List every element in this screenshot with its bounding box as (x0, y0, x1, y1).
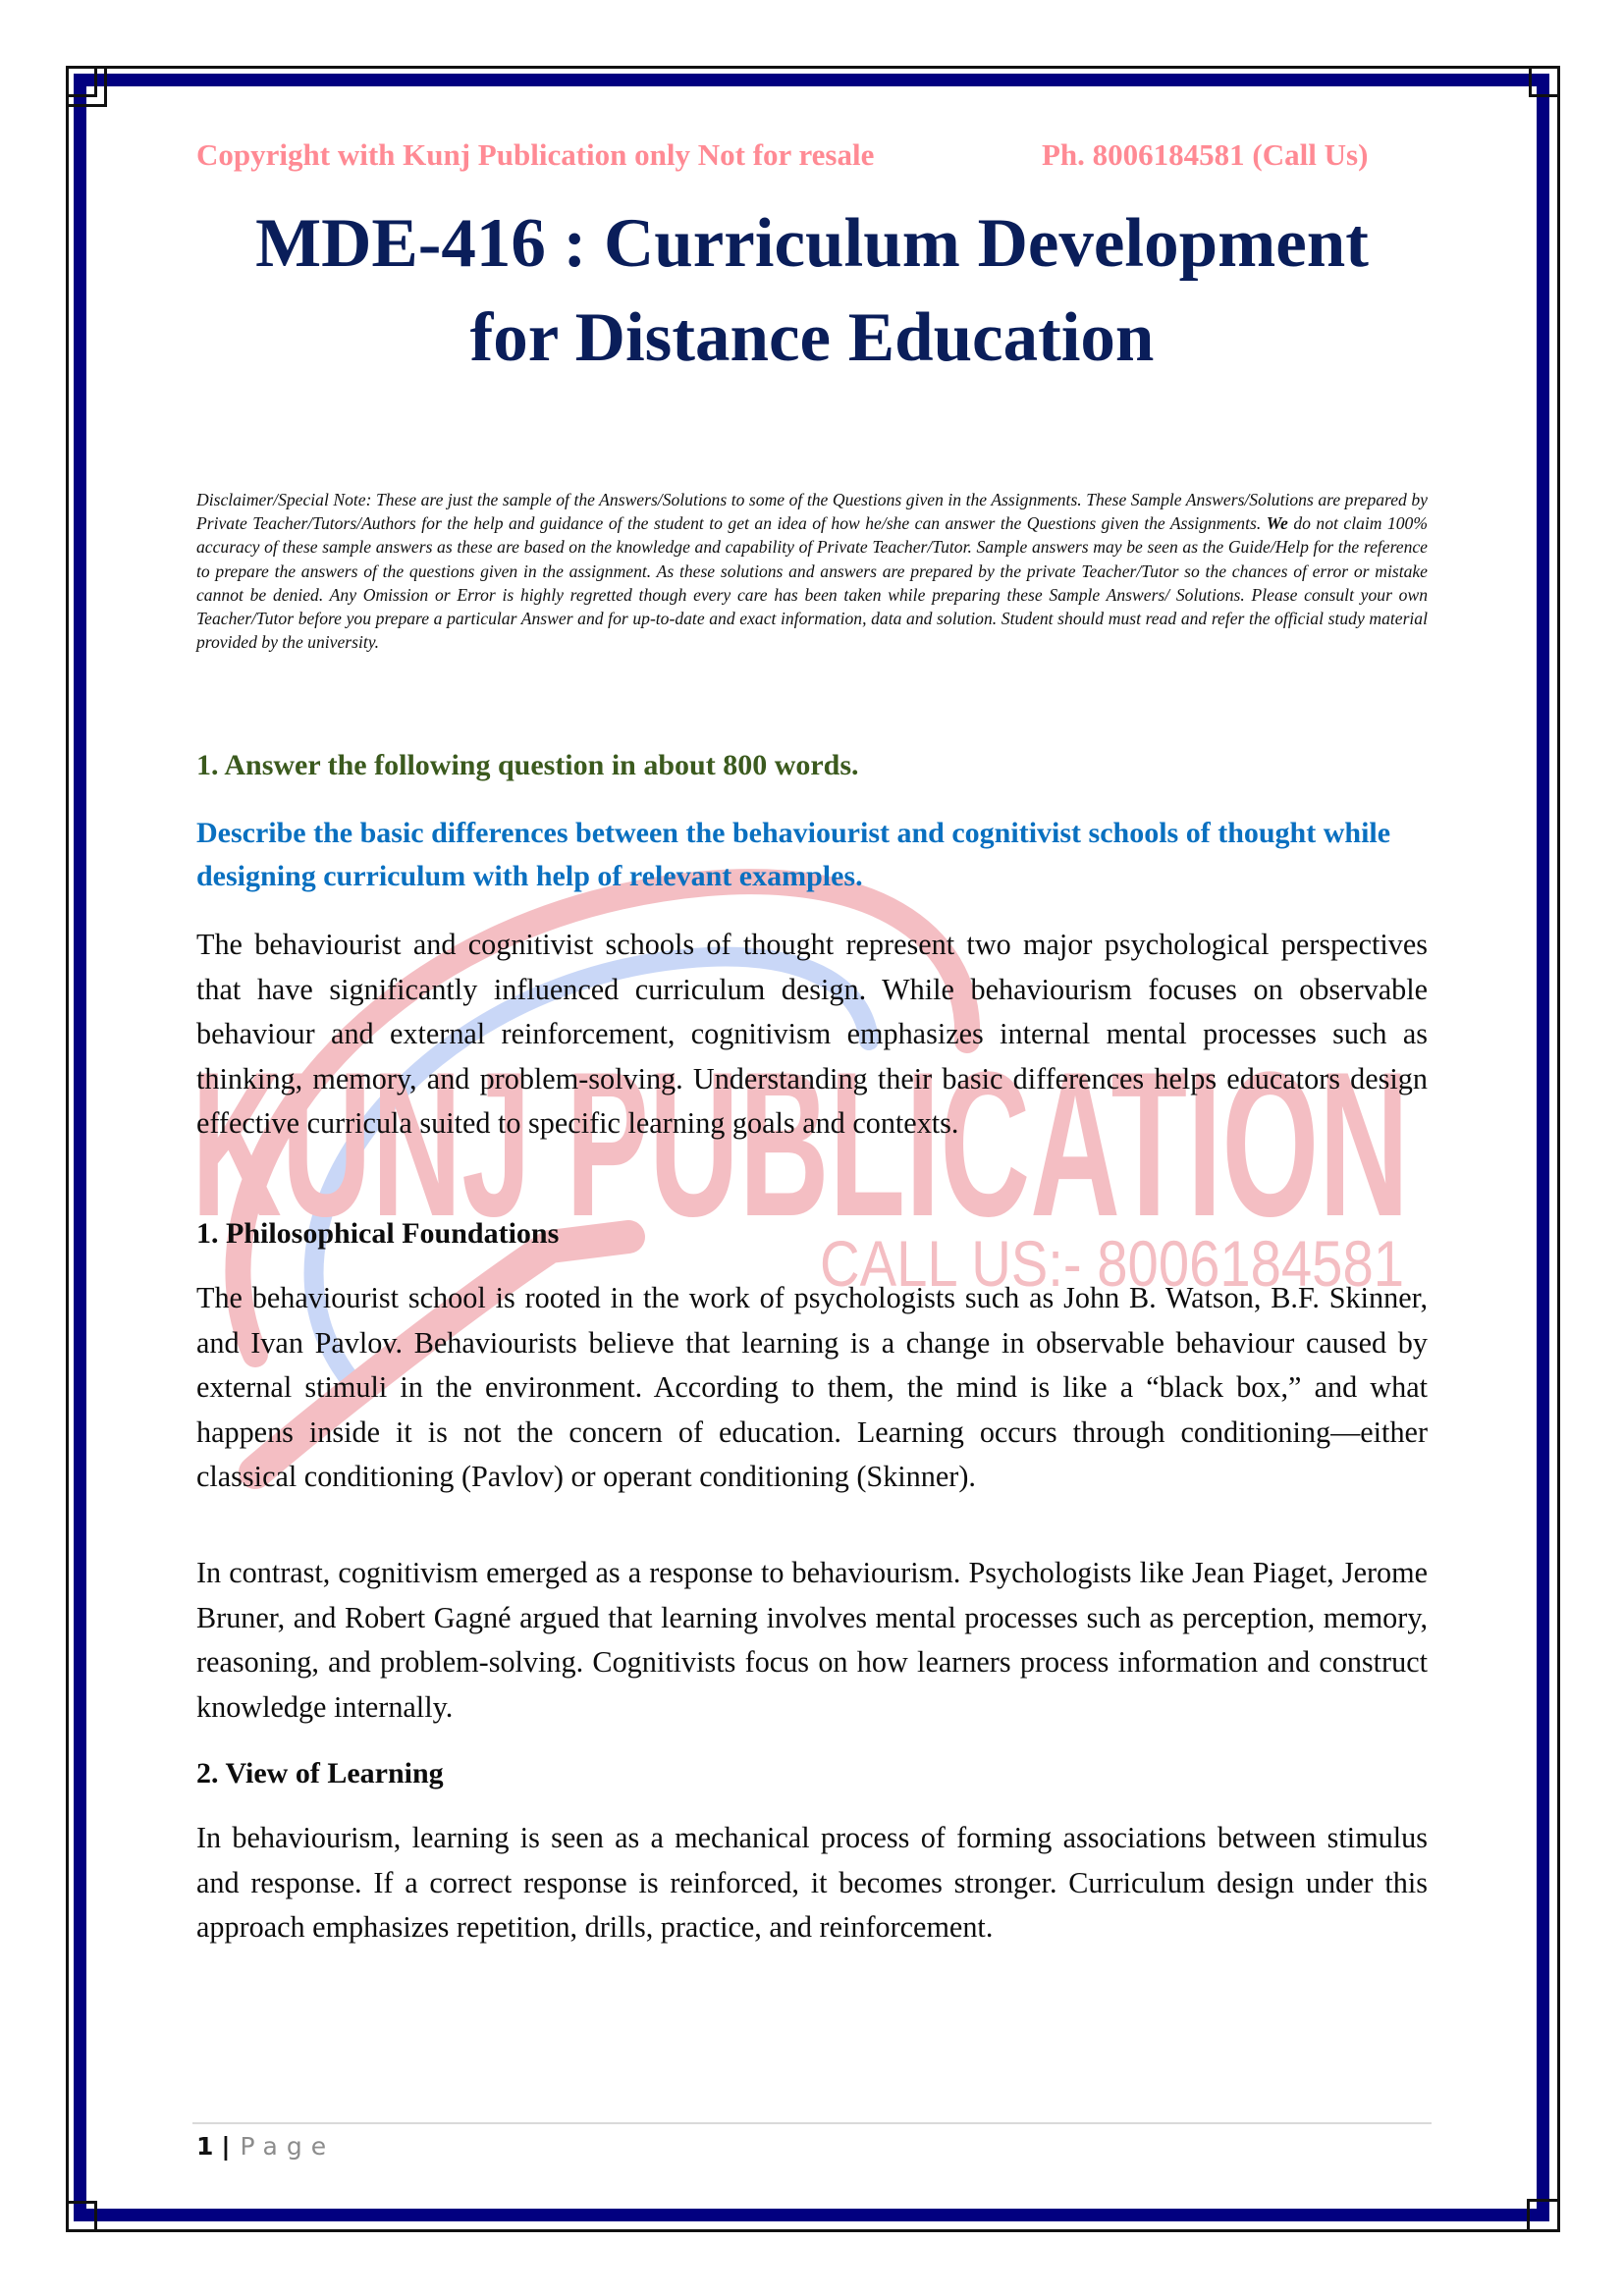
question-heading: 1. Answer the following question in about 800 words. (196, 749, 859, 781)
border-navy-bottom (74, 2209, 1549, 2221)
page-footer (196, 2132, 335, 2161)
question-text: Describe the basic differences between the behaviourist and cognitivist schools of thought while designing curriculum with help of relevant examples. (196, 817, 1391, 892)
contact-phone: Ph. 8006184581 (Call Us) (1042, 137, 1369, 172)
copyright-header (196, 137, 1428, 173)
document-title (196, 196, 1428, 385)
corner-ornament-bottom-left (66, 2201, 97, 2232)
section-heading-view-of-learning: 2. View of Learning (196, 1757, 444, 1789)
watermark-brand-text: KUNJ PUBLICATION (191, 1029, 1409, 1259)
corner-ornament-top-left-inner (66, 66, 107, 107)
paragraph-cognitivist-foundations: In contrast, cognitivism emerged as a response to behaviourism. Psychologists like Jean Piaget, Jerome Bruner, and Robert Gagné argued that learning involves mental processes such as perception, memory, reasoning, and problem-solving. Cognitivists focus on how learners process information and construct knowledge internally. (196, 1556, 1428, 1724)
copyright-notice: Copyright with Kunj Publication only Not for resale (196, 137, 875, 172)
page-label: Page (240, 2132, 336, 2161)
disclaimer-note (196, 488, 1428, 654)
title-line-1: MDE-416 : Curriculum Development (255, 205, 1369, 282)
page-number: 1 (196, 2132, 214, 2161)
paragraph-view-of-learning: In behaviourism, learning is seen as a mechanical process of forming associations between stimulus and response. If a correct response is reinforced, it becomes stronger. Curriculum design under this approach emphasizes repetition, drills, practice, and reinforcement. (196, 1821, 1428, 1944)
disclaimer-bold-word: We (1266, 513, 1288, 534)
disclaimer-text-2: do not claim 100% accuracy of these sample answers as these are based on the knowledge and capability of Private Teacher/Tutor. Sample answers may be seen as the Guide/Help for the reference to prepare the answers of the questions given in the assignment. As these solutions and answers are prepared by the private Teacher/Tutor so the chances of error or mistake cannot be denied. Any Omission or Error is highly regretted though every care has been taken while preparing these Sample Answers/ Solutions. Please consult your own Teacher/Tutor before you prepare a particular Answer and for up-to-date and exact information, data and solution. Student should must read and refer the official study material provided by the university. (196, 513, 1428, 653)
watermark-contact-text: CALL US:- 8006184581 (820, 1227, 1404, 1300)
intro-paragraph: The behaviourist and cognitivist schools of thought represent two major psychological perspectives that have significantly influenced curriculum design. While behaviourism focuses on observable behaviour and external reinforcement, cognitivism emphasizes internal mental processes such as thinking, memory, and problem-solving. Understanding their basic differences helps educators design effective curricula suited to specific learning goals and contexts. (196, 928, 1428, 1140)
corner-ornament-top-right (1529, 66, 1560, 97)
section-heading-philosophical-foundations: 1. Philosophical Foundations (196, 1217, 560, 1250)
border-navy-right (1537, 74, 1549, 2221)
footer-divider (192, 2122, 1432, 2124)
border-navy-left (74, 74, 86, 2221)
title-line-2: for Distance Education (469, 299, 1155, 376)
corner-ornament-bottom-right (1527, 2199, 1560, 2232)
paragraph-behaviourist-foundations: The behaviourist school is rooted in the work of psychologists such as John B. Watson, B.F. Skinner, and Ivan Pavlov. Behaviourists believe that learning is a change in observable behaviour caused by external stimuli in the environment. According to them, the mind is like a “black box,” and what happens inside it is not the concern of education. Learning occurs through conditioning—either classical conditioning (Pavlov) or operant conditioning (Skinner). (196, 1281, 1428, 1493)
disclaimer-text-1: Disclaimer/Special Note: These are just the sample of the Answers/Solutions to some of the Questions given in the Assignments. These Sample Answers/Solutions are prepared by Private Teacher/Tutors/Authors for the help and guidance of the student to get an idea of how he/she can answer the Questions given the Assignments. (196, 490, 1428, 534)
border-navy-top (74, 74, 1549, 86)
footer-separator: | (221, 2132, 231, 2161)
